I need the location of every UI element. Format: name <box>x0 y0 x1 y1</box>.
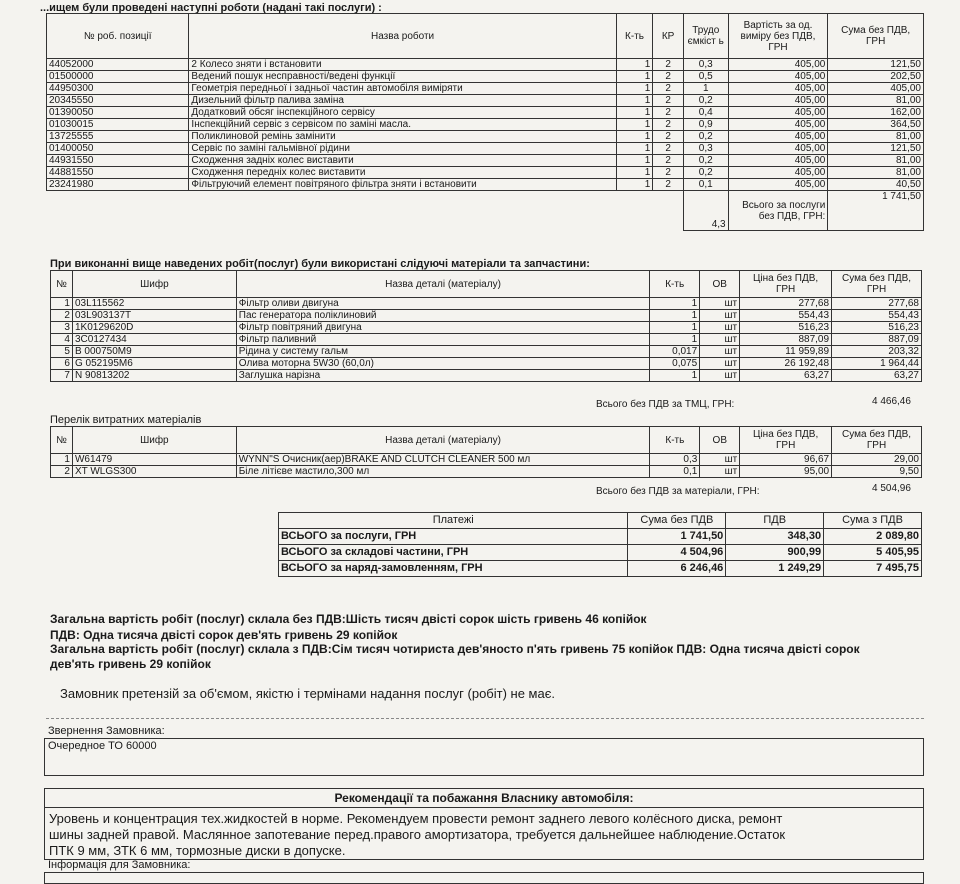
work-code: 23241980 <box>47 179 189 191</box>
item-code: G 052195M6 <box>72 358 236 370</box>
item-unit: шт <box>700 334 740 346</box>
table-row <box>51 466 922 478</box>
item-price: 516,23 <box>740 322 832 334</box>
work-unit-price: 405,00 <box>728 59 828 71</box>
consumables-total-label: Всього без ПДВ за матеріали, ГРН: <box>596 486 760 497</box>
item-code: 3C0127434 <box>72 334 236 346</box>
payment-name: ВСЬОГО за послуги, ГРН <box>279 529 628 545</box>
item-unit: шт <box>700 322 740 334</box>
no-claims-text: Замовник претензій за об'ємом, якістю і термінами надання послуг (робіт) не має. <box>60 686 555 701</box>
item-code: B 000750M9 <box>72 346 236 358</box>
work-labor: 0,1 <box>683 179 728 191</box>
work-kr: 2 <box>653 59 684 71</box>
consumables-heading: Перелік витратних матеріалів <box>50 414 202 426</box>
divider <box>46 718 924 719</box>
consumables-table <box>50 426 922 478</box>
payment-vat: 1 249,29 <box>726 561 824 577</box>
table-row <box>47 83 924 95</box>
work-code: 44950300 <box>47 83 189 95</box>
summary-line-3: Загальна вартість робіт (послуг) склала з ПДВ:Сім тисяч чотириста дев'яносто п'ять гривень 75 копійок ПДВ: Одна тисяча двісті сорок <box>50 642 860 656</box>
item-no: 2 <box>51 466 73 478</box>
item-price: 277,68 <box>740 298 832 310</box>
work-kr: 2 <box>653 179 684 191</box>
work-unit-price: 405,00 <box>728 83 828 95</box>
parts-col-no: № <box>51 271 73 298</box>
table-row <box>47 143 924 155</box>
table-row <box>51 322 922 334</box>
customer-request-box <box>44 738 924 776</box>
item-code: XT WLGS300 <box>72 466 236 478</box>
item-sum: 516,23 <box>832 322 922 334</box>
recommendation-line-3: ПТК 9 мм, ЗТК 6 мм, тормозные диски в допуске. <box>49 843 346 858</box>
table-row <box>51 370 922 382</box>
item-sum: 63,27 <box>832 370 922 382</box>
recommendations-title: Рекомендації та побажання Власнику автомобіля: <box>45 789 923 808</box>
item-unit: шт <box>700 370 740 382</box>
table-row <box>279 545 922 561</box>
work-sum: 121,50 <box>828 59 924 71</box>
item-qty: 0,3 <box>650 454 700 466</box>
table-row <box>51 346 922 358</box>
payments-table <box>278 512 922 577</box>
item-qty: 1 <box>650 334 700 346</box>
work-code: 44052000 <box>47 59 189 71</box>
work-code: 01500000 <box>47 71 189 83</box>
work-kr: 2 <box>653 167 684 179</box>
work-code: 44931550 <box>47 155 189 167</box>
item-unit: шт <box>700 298 740 310</box>
cons-col-price: Ціна без ПДВ, ГРН <box>740 427 832 454</box>
parts-heading: При виконанні вище наведених робіт(послуг) були використані слідуючі матеріали та запчастини: <box>50 258 590 270</box>
item-name: Пас генератора поліклиновий <box>236 310 649 322</box>
work-unit-price: 405,00 <box>728 167 828 179</box>
work-unit-price: 405,00 <box>728 131 828 143</box>
work-labor: 0,9 <box>683 119 728 131</box>
work-kr: 2 <box>653 71 684 83</box>
work-sum: 364,50 <box>828 119 924 131</box>
item-code: N 90813202 <box>72 370 236 382</box>
table-row <box>47 59 924 71</box>
item-sum: 1 964,44 <box>832 358 922 370</box>
works-table <box>46 13 924 231</box>
work-qty: 1 <box>616 179 653 191</box>
parts-col-qty: К-ть <box>650 271 700 298</box>
table-row <box>47 71 924 83</box>
work-qty: 1 <box>616 71 653 83</box>
cons-col-sum: Сума без ПДВ, ГРН <box>832 427 922 454</box>
works-total-label: Всього за послуги без ПДВ, ГРН: <box>728 191 828 231</box>
pay-col-vat: ПДВ <box>726 513 824 529</box>
cons-col-code: Шифр <box>72 427 236 454</box>
item-name: Рідина у систему гальм <box>236 346 649 358</box>
work-unit-price: 405,00 <box>728 71 828 83</box>
item-no: 1 <box>51 454 73 466</box>
work-code: 44881550 <box>47 167 189 179</box>
work-name: Сходження передніх колес виставити <box>189 167 616 179</box>
item-price: 63,27 <box>740 370 832 382</box>
payment-vat: 348,30 <box>726 529 824 545</box>
work-sum: 81,00 <box>828 131 924 143</box>
work-qty: 1 <box>616 59 653 71</box>
work-unit-price: 405,00 <box>728 179 828 191</box>
item-name: WYNN"S Очисник(аер)BRAKE AND CLUTCH CLEANER 500 мл <box>236 454 650 466</box>
work-name: Сервіс по заміні гальмівної рідини <box>189 143 616 155</box>
pay-col-sum: Сума без ПДВ <box>628 513 726 529</box>
item-qty: 0,1 <box>650 466 700 478</box>
work-qty: 1 <box>616 107 653 119</box>
item-sum: 277,68 <box>832 298 922 310</box>
item-name: Олива моторна 5W30 (60,0л) <box>236 358 649 370</box>
work-labor: 0,2 <box>683 167 728 179</box>
table-row <box>279 529 922 545</box>
parts-col-price: Ціна без ПДВ, ГРН <box>740 271 832 298</box>
work-kr: 2 <box>653 95 684 107</box>
item-sum: 554,43 <box>832 310 922 322</box>
item-code: W61479 <box>72 454 236 466</box>
work-name: Геометрія передньої і задньої частин автомобіля виміряти <box>189 83 616 95</box>
table-row <box>51 298 922 310</box>
pay-col-name: Платежі <box>279 513 628 529</box>
work-code: 01030015 <box>47 119 189 131</box>
customer-request-value: Очередное ТО 60000 <box>48 740 157 752</box>
work-qty: 1 <box>616 83 653 95</box>
col-sum: Сума без ПДВ, ГРН <box>828 14 924 59</box>
item-no: 4 <box>51 334 73 346</box>
payment-name: ВСЬОГО за складові частини, ГРН <box>279 545 628 561</box>
work-name: Додатковий обсяг інспекційного сервісу <box>189 107 616 119</box>
item-code: 03L115562 <box>72 298 236 310</box>
summary-line-1: Загальна вартість робіт (послуг) склала без ПДВ:Шість тисяч двісті сорок шість гривень 46 копійок <box>50 612 647 626</box>
item-qty: 1 <box>650 310 700 322</box>
recommendation-line-2: шины задней правой. Маслянное запотевание перед.правого амортизатора, требуется дальнейшее наблюдение.Остаток <box>49 827 786 842</box>
work-unit-price: 405,00 <box>728 107 828 119</box>
work-name: Сходження задніх колес виставити <box>189 155 616 167</box>
col-pos: № роб. позиції <box>47 14 189 59</box>
item-no: 1 <box>51 298 73 310</box>
item-qty: 0,017 <box>650 346 700 358</box>
works-total-sum: 1 741,50 <box>828 191 924 231</box>
work-labor: 0,4 <box>683 107 728 119</box>
item-unit: шт <box>700 466 740 478</box>
item-unit: шт <box>700 454 740 466</box>
work-sum: 405,00 <box>828 83 924 95</box>
work-kr: 2 <box>653 83 684 95</box>
col-name: Назва роботи <box>189 14 616 59</box>
col-qty: К-ть <box>616 14 653 59</box>
total-labor: 4,3 <box>683 191 728 231</box>
pay-col-total: Сума з ПДВ <box>824 513 922 529</box>
work-sum: 121,50 <box>828 143 924 155</box>
cons-col-unit: ОВ <box>700 427 740 454</box>
col-unit-price: Вартість за од. виміру без ПДВ, ГРН <box>728 14 828 59</box>
work-labor: 0,2 <box>683 95 728 107</box>
cons-col-name: Назва деталі (матеріалу) <box>236 427 650 454</box>
item-qty: 1 <box>650 322 700 334</box>
work-sum: 81,00 <box>828 167 924 179</box>
item-name: Заглушка нарізна <box>236 370 649 382</box>
work-name: Поликлиновой ремінь замінити <box>189 131 616 143</box>
col-kr: КР <box>653 14 684 59</box>
item-qty: 1 <box>650 370 700 382</box>
work-kr: 2 <box>653 119 684 131</box>
work-qty: 1 <box>616 95 653 107</box>
item-unit: шт <box>700 358 740 370</box>
works-heading: ...ищем були проведені наступні роботи (надані такі послуги) : <box>40 2 382 14</box>
item-price: 96,67 <box>740 454 832 466</box>
item-no: 3 <box>51 322 73 334</box>
table-row <box>47 95 924 107</box>
table-row <box>51 310 922 322</box>
summary-line-4: дев'ять гривень 29 копійок <box>50 657 211 671</box>
work-sum: 81,00 <box>828 95 924 107</box>
work-name: 2 Колесо зняти і встановити <box>189 59 616 71</box>
parts-table <box>50 270 922 382</box>
item-price: 11 959,89 <box>740 346 832 358</box>
work-qty: 1 <box>616 119 653 131</box>
item-name: Фільтр паливний <box>236 334 649 346</box>
work-code: 13725555 <box>47 131 189 143</box>
item-sum: 203,32 <box>832 346 922 358</box>
work-code: 01390050 <box>47 107 189 119</box>
parts-total-sum: 4 466,46 <box>872 396 911 407</box>
work-sum: 162,00 <box>828 107 924 119</box>
item-code: 03L903137T <box>72 310 236 322</box>
item-unit: шт <box>700 346 740 358</box>
payment-sum: 1 741,50 <box>628 529 726 545</box>
work-code: 01400050 <box>47 143 189 155</box>
item-unit: шт <box>700 310 740 322</box>
item-name: Фільтр повітряний двигуна <box>236 322 649 334</box>
table-row <box>51 358 922 370</box>
table-row <box>47 119 924 131</box>
table-row <box>51 454 922 466</box>
table-row <box>51 334 922 346</box>
customer-request-label: Звернення Замовника: <box>48 725 165 737</box>
work-unit-price: 405,00 <box>728 95 828 107</box>
item-sum: 887,09 <box>832 334 922 346</box>
item-qty: 1 <box>650 298 700 310</box>
work-qty: 1 <box>616 131 653 143</box>
recommendation-line-1: Уровень и концентрация тех.жидкостей в норме. Рекомендуем провести ремонт заднего левого колёсного диска, ремонт <box>49 811 783 826</box>
item-no: 6 <box>51 358 73 370</box>
parts-total-label: Всього без ПДВ за ТМЦ, ГРН: <box>596 399 735 410</box>
table-row <box>47 131 924 143</box>
payment-name: ВСЬОГО за наряд-замовленням, ГРН <box>279 561 628 577</box>
recommendations-box <box>44 788 924 860</box>
table-row <box>279 561 922 577</box>
work-qty: 1 <box>616 155 653 167</box>
work-sum: 202,50 <box>828 71 924 83</box>
customer-info-box <box>44 872 924 884</box>
item-price: 95,00 <box>740 466 832 478</box>
parts-col-sum: Сума без ПДВ, ГРН <box>832 271 922 298</box>
payment-total: 7 495,75 <box>824 561 922 577</box>
parts-col-code: Шифр <box>72 271 236 298</box>
work-code: 20345550 <box>47 95 189 107</box>
work-kr: 2 <box>653 143 684 155</box>
work-qty: 1 <box>616 143 653 155</box>
work-labor: 1 <box>683 83 728 95</box>
work-sum: 40,50 <box>828 179 924 191</box>
table-row <box>47 167 924 179</box>
payment-sum: 6 246,46 <box>628 561 726 577</box>
work-kr: 2 <box>653 107 684 119</box>
payment-vat: 900,99 <box>726 545 824 561</box>
item-no: 2 <box>51 310 73 322</box>
table-row <box>47 155 924 167</box>
work-kr: 2 <box>653 155 684 167</box>
work-labor: 0,2 <box>683 131 728 143</box>
payment-sum: 4 504,96 <box>628 545 726 561</box>
parts-col-name: Назва деталі (матеріалу) <box>236 271 649 298</box>
item-sum: 9,50 <box>832 466 922 478</box>
work-unit-price: 405,00 <box>728 143 828 155</box>
customer-info-label: Інформація для Замовника: <box>48 859 191 871</box>
work-unit-price: 405,00 <box>728 119 828 131</box>
consumables-total-sum: 4 504,96 <box>872 483 911 494</box>
item-name: Фільтр оливи двигуна <box>236 298 649 310</box>
cons-col-no: № <box>51 427 73 454</box>
work-name: Дизельний фільтр палива заміна <box>189 95 616 107</box>
parts-col-unit: ОВ <box>700 271 740 298</box>
work-name: Інспекційний сервіс з сервісом по заміні масла. <box>189 119 616 131</box>
item-qty: 0,075 <box>650 358 700 370</box>
item-price: 554,43 <box>740 310 832 322</box>
item-sum: 29,00 <box>832 454 922 466</box>
summary-line-2: ПДВ: Одна тисяча двісті сорок дев'ять гривень 29 копійок <box>50 628 398 642</box>
item-price: 887,09 <box>740 334 832 346</box>
work-labor: 0,3 <box>683 143 728 155</box>
work-sum: 81,00 <box>828 155 924 167</box>
payment-total: 5 405,95 <box>824 545 922 561</box>
item-name: Біле літієве мастило,300 мл <box>236 466 650 478</box>
table-row <box>47 179 924 191</box>
work-labor: 0,5 <box>683 71 728 83</box>
payment-total: 2 089,80 <box>824 529 922 545</box>
item-no: 7 <box>51 370 73 382</box>
item-price: 26 192,48 <box>740 358 832 370</box>
table-row <box>47 107 924 119</box>
work-name: Фільтруючий елемент повітряного фільтра зняти і встановити <box>189 179 616 191</box>
work-labor: 0,2 <box>683 155 728 167</box>
work-name: Ведений пошук несправності/ведені функції <box>189 71 616 83</box>
col-labor: Трудо ємкіст ь <box>683 14 728 59</box>
item-code: 1K0129620D <box>72 322 236 334</box>
work-kr: 2 <box>653 131 684 143</box>
work-unit-price: 405,00 <box>728 155 828 167</box>
item-no: 5 <box>51 346 73 358</box>
work-qty: 1 <box>616 167 653 179</box>
work-labor: 0,3 <box>683 59 728 71</box>
cons-col-qty: К-ть <box>650 427 700 454</box>
